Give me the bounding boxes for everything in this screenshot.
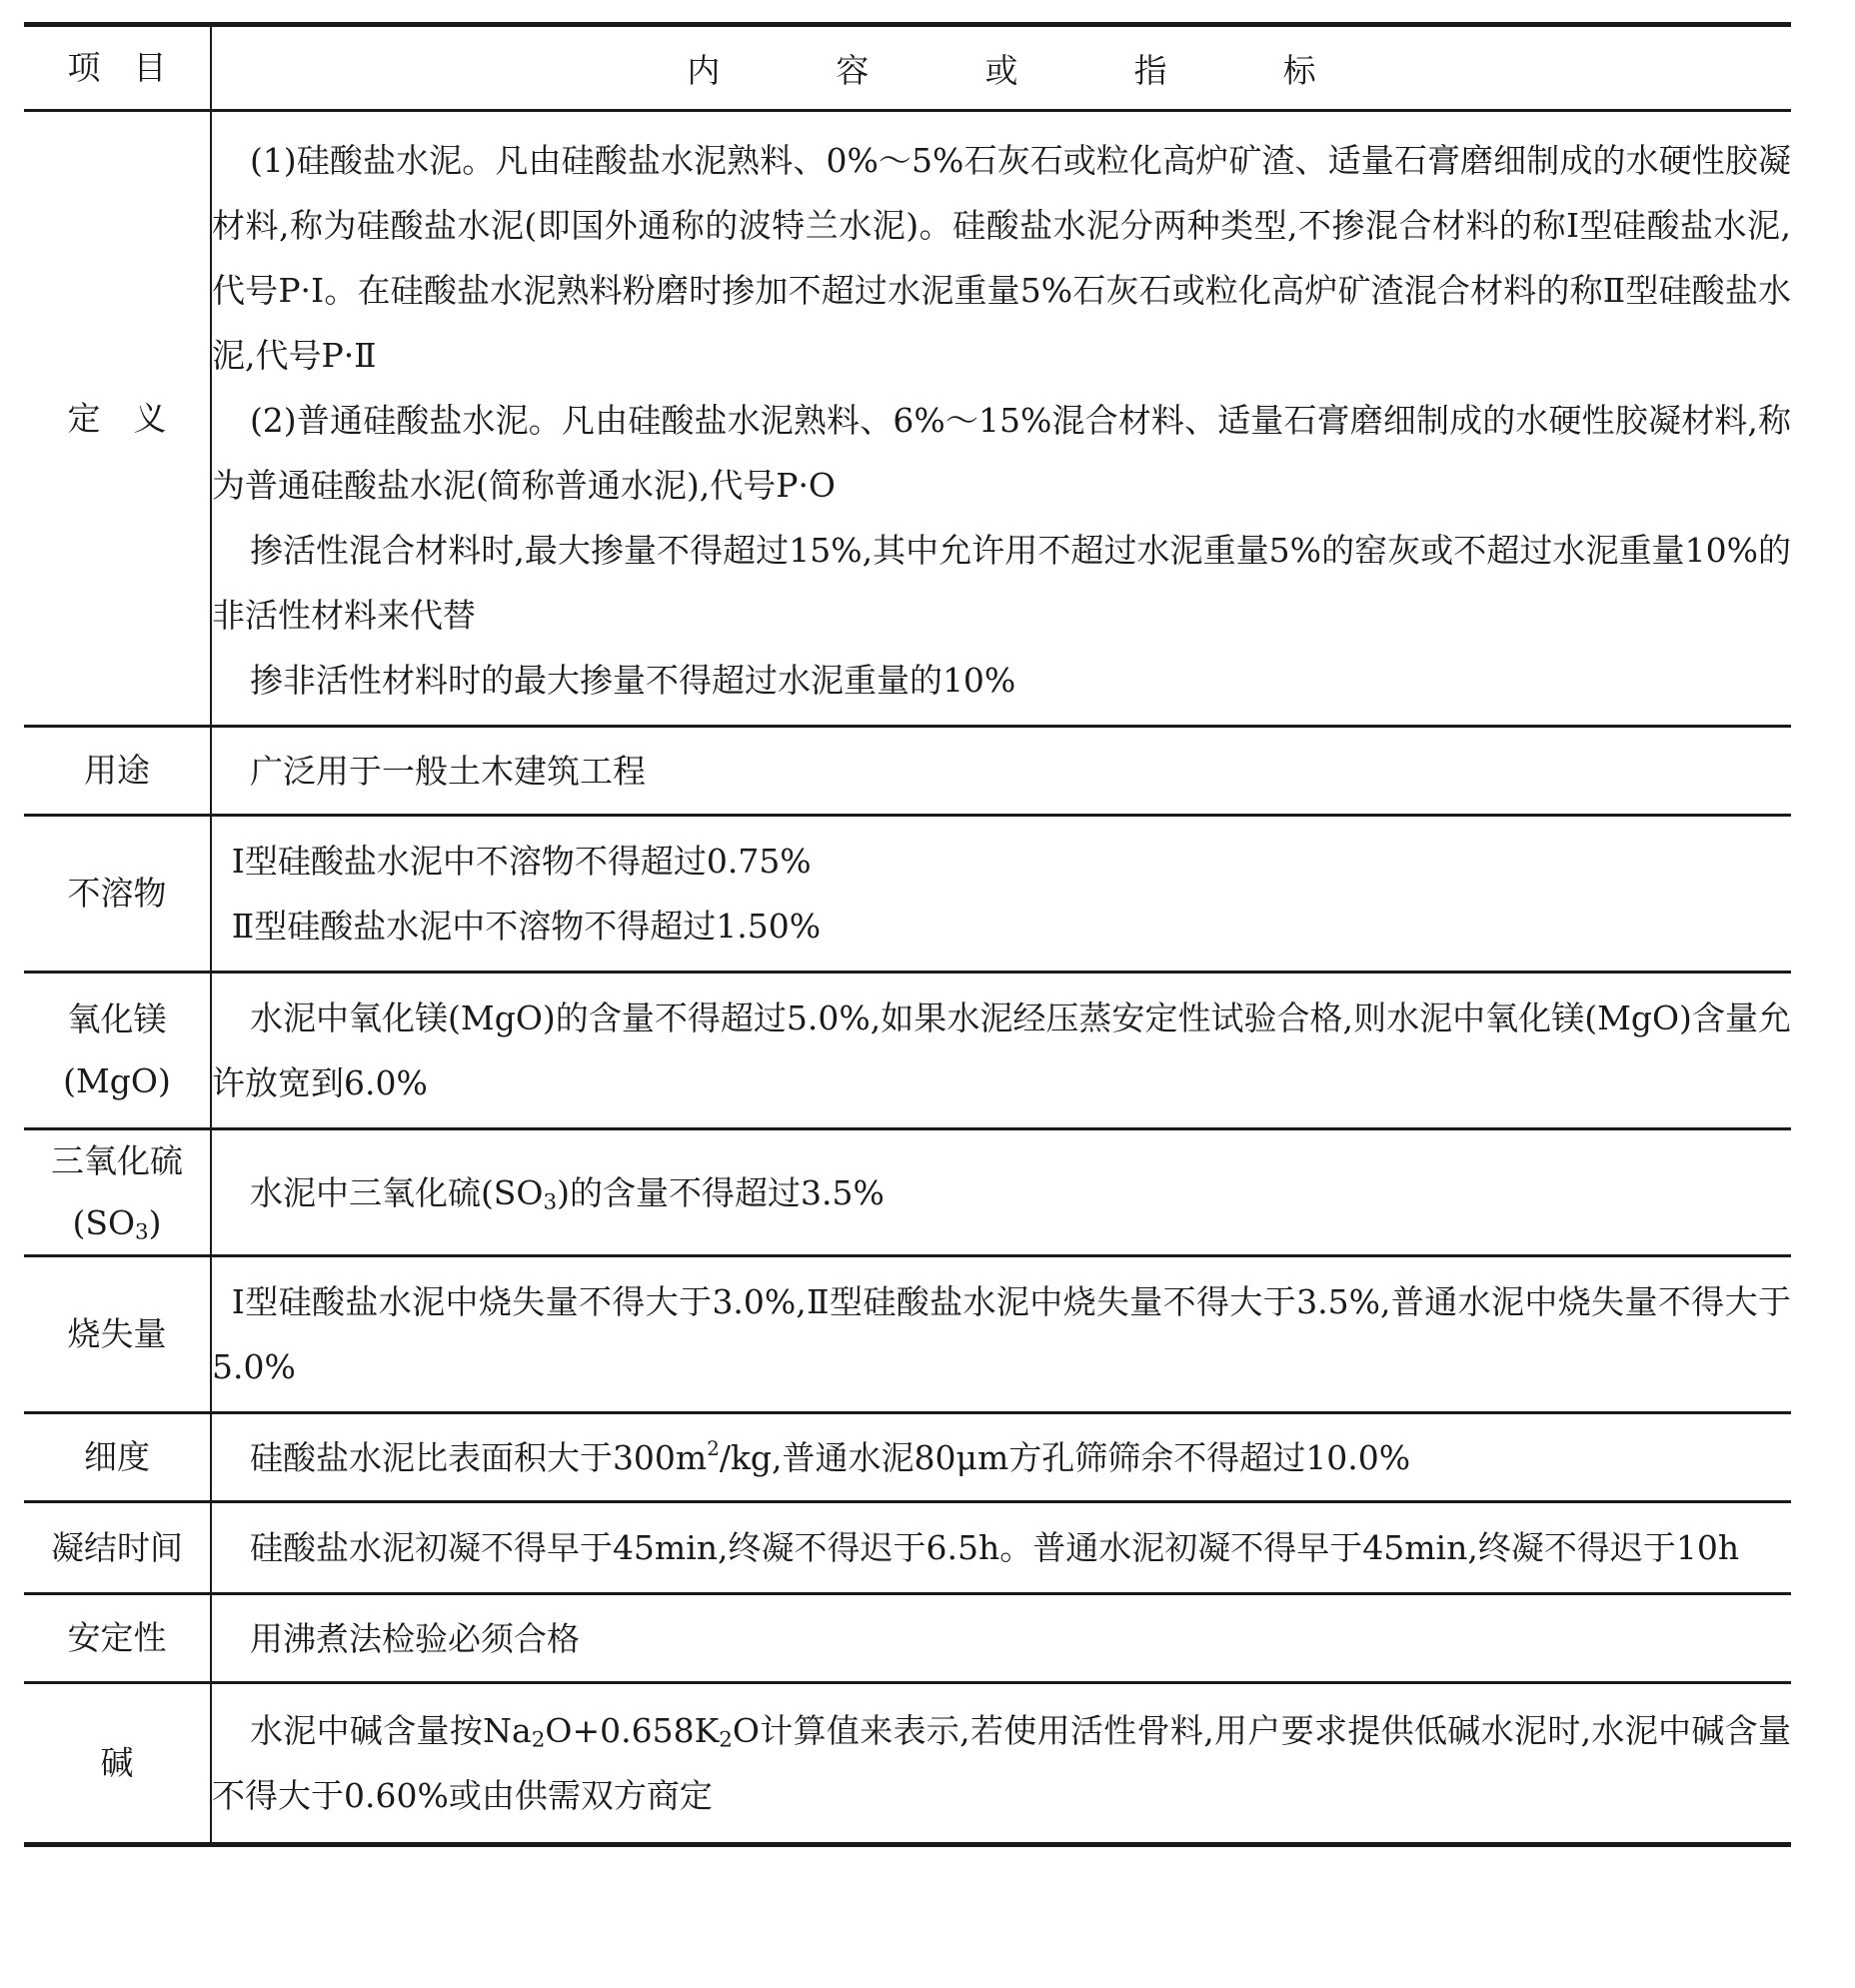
paragraph: 水泥中三氧化硫$(SO_3)$的含量不得超过3.5% xyxy=(249,1172,885,1214)
paragraph: Ⅰ型硅酸盐水泥中烧失量不得大于3.0%,Ⅱ型硅酸盐水泥中烧失量不得大于3.5%,普通水泥中烧失量不得大于5.0% xyxy=(212,1282,1791,1386)
row-label: 碱 xyxy=(24,1683,211,1845)
row-content xyxy=(211,816,1791,973)
paragraph: Ⅱ型硅酸盐水泥中不溶物不得超过1.50% xyxy=(231,907,822,946)
table-row-definition xyxy=(24,111,1791,727)
table-row-mgo xyxy=(24,973,1791,1129)
row-content xyxy=(211,1683,1791,1845)
row-content xyxy=(211,1413,1791,1502)
row-content xyxy=(211,111,1791,727)
row-label: 安定性 xyxy=(24,1594,211,1683)
table-row-alkali xyxy=(24,1683,1791,1845)
row-content xyxy=(211,1502,1791,1594)
cement-spec-table xyxy=(24,22,1791,1847)
paragraph: 水泥中碱含量按$Na_2O+0.658K_2O$计算值来表示,若使用活性骨料,用户要求提供低碱水泥时,水泥中碱含量不得大于0.60%或由供需双方商定 xyxy=(212,1711,1791,1815)
row-label: 用途 xyxy=(24,727,211,816)
row-content xyxy=(211,727,1791,816)
label-line: (MgO) xyxy=(63,1061,171,1100)
paragraph: (2)普通硅酸盐水泥。凡由硅酸盐水泥熟料、6%～15%混合材料、适量石膏磨细制成的水硬性胶凝材料,称为普通硅酸盐水泥(简称普通水泥),代号P·O xyxy=(212,401,1791,505)
table-row-setting-time xyxy=(24,1502,1791,1594)
spec-table-page xyxy=(24,22,1791,1847)
row-label: 凝结时间 xyxy=(24,1502,211,1594)
row-label: 烧失量 xyxy=(24,1256,211,1413)
table-row-soundness xyxy=(24,1594,1791,1683)
row-content xyxy=(211,973,1791,1129)
paragraph: 掺活性混合材料时,最大掺量不得超过15%,其中允许用不超过水泥重量5%的窑灰或不超过水泥重量10%的非活性材料来代替 xyxy=(212,531,1791,635)
paragraph: Ⅰ型硅酸盐水泥中不溶物不得超过0.75% xyxy=(231,842,812,881)
table-header-row xyxy=(24,25,1791,111)
label-line: 氧化镁 xyxy=(67,999,167,1038)
row-label: 定 义 xyxy=(24,111,211,727)
row-label xyxy=(24,1129,211,1256)
paragraph: 掺非活性材料时的最大掺量不得超过水泥重量的10% xyxy=(249,661,1016,700)
paragraph: 硅酸盐水泥初凝不得早于45min,终凝不得迟于6.5h。普通水泥初凝不得早于45min,终凝不得迟于10h xyxy=(249,1528,1740,1567)
table-row-loss-on-ignition xyxy=(24,1256,1791,1413)
label-line: $(SO_3)$ xyxy=(72,1203,162,1245)
label-line: 三氧化硫 xyxy=(51,1141,183,1180)
table-row-usage xyxy=(24,727,1791,816)
paragraph: 用沸煮法检验必须合格 xyxy=(249,1618,580,1658)
header-content: 内 容 或 指 标 xyxy=(687,50,1369,90)
paragraph: 广泛用于一般土木建筑工程 xyxy=(249,751,646,791)
row-label xyxy=(24,973,211,1129)
paragraph: 水泥中氧化镁(MgO)的含量不得超过5.0%,如果水泥经压蒸安定性试验合格,则水泥中氧化镁(MgO)含量允许放宽到6.0% xyxy=(212,998,1791,1102)
row-content xyxy=(211,1129,1791,1256)
row-label: 细度 xyxy=(24,1413,211,1502)
paragraph: (1)硅酸盐水泥。凡由硅酸盐水泥熟料、0%～5%石灰石或粒化高炉矿渣、适量石膏磨细制成的水硬性胶凝材料,称为硅酸盐水泥(即国外通称的波特兰水泥)。硅酸盐水泥分两种类型,不掺混合材料的称Ⅰ型硅酸盐水泥,代号P·Ⅰ。在硅酸盐水泥熟料粉磨时掺加不超过水泥重量5%石灰石或粒化高炉矿渣混合材料的称Ⅱ型硅酸盐水泥,代号P·Ⅱ xyxy=(212,141,1791,375)
row-content xyxy=(211,1594,1791,1683)
table-row-insoluble xyxy=(24,816,1791,973)
paragraph: 硅酸盐水泥比表面积大于$300m^2/kg$,普通水泥80μm方孔筛筛余不得超过10.0% xyxy=(249,1436,1411,1477)
table-row-so3 xyxy=(24,1129,1791,1256)
row-label: 不溶物 xyxy=(24,816,211,973)
header-item: 项 目 xyxy=(24,25,211,111)
row-content xyxy=(211,1256,1791,1413)
table-row-fineness xyxy=(24,1413,1791,1502)
